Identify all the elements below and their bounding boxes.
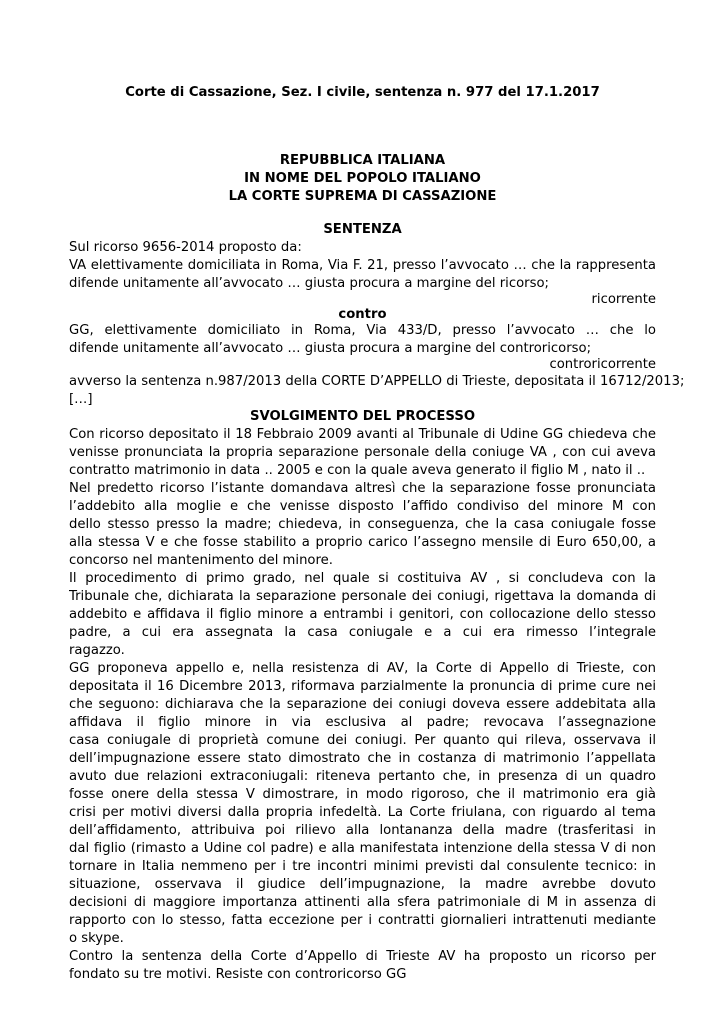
body-line: contratto matrimonio in data .. 2005 e con la quale aveva generato il figlio M , nato il .. [69, 463, 646, 478]
controricorrente-address-line: GG, elettivamente domiciliato in Roma, Via 433/D, presso l’avvocato … che lo [69, 323, 656, 338]
body-line: dello stesso presso la madre; chiedeva, in conseguenza, che la casa coniugale fosse [69, 517, 656, 532]
body-line: venisse pronunciata la propria separazione personale della coniuge VA , con cui aveva [69, 445, 656, 460]
body-line: Nel predetto ricorso l’istante domandava altresì che la separazione fosse pronunciata [69, 481, 656, 496]
controricorrente-label: controricorrente [549, 357, 656, 372]
body-line: concorso nel mantenimento del minore. [69, 553, 333, 568]
controricorrente-procura-line: difende unitamente all’avvocato … giusta procura a margine del controricorso; [69, 341, 592, 356]
body-line: Il procedimento di primo grado, nel quale si costituiva AV , si concludeva con la [69, 571, 656, 586]
ricorrente-label: ricorrente [591, 292, 656, 307]
sentenza-title: SENTENZA [323, 222, 402, 237]
body-line: situazione, osservava il giudice dell’impugnazione, la madre avrebbe dovuto [69, 877, 656, 892]
body-line: o skype. [69, 931, 124, 946]
body-line: fondato su tre motivi. Resiste con controricorso GG [69, 967, 407, 982]
body-line: GG proponeva appello e, nella resistenza di AV, la Corte di Appello di Trieste, con [69, 661, 656, 676]
omission-mark: […] [69, 392, 93, 407]
heading-republic: REPUBBLICA ITALIANA [279, 153, 446, 168]
body-line: dell’affidamento, attribuiva poi rilievo alla lontananza della madre (trasferitasi in [69, 823, 656, 838]
body-line: l’addebito alla moglie e che venisse disposto l’affido condiviso del minore M con [69, 499, 656, 514]
avverso-line: avverso la sentenza n.987/2013 della CORTE D’APPELLO di Trieste, depositata il 16712/2013; [69, 374, 685, 389]
body-line: avuto due relazioni extraconiugali: riteneva pertanto che, in presenza di un quadro [69, 769, 656, 784]
body-line: rapporto con lo stesso, fatta eccezione per i contratti giornalieri intrattenuti mediante [69, 913, 656, 928]
heading-court: LA CORTE SUPREMA DI CASSAZIONE [228, 189, 497, 204]
body-line: ragazzo. [69, 643, 125, 658]
body-line: casa coniugale di proprietà comune dei coniugi. Per quanto qui rileva, osservava il [69, 733, 656, 748]
body-line: Con ricorso depositato il 18 Febbraio 2009 avanti al Tribunale di Udine GG chiedeva che [69, 427, 656, 442]
body-line: depositata il 16 Dicembre 2013, riformava parzialmente la pronuncia di prime cure nei [69, 679, 656, 694]
body-line: tornare in Italia nemmeno per i tre incontri minimi previsti dal consulente tecnico: in [69, 859, 656, 874]
ricorso-line: Sul ricorso 9656-2014 proposto da: [69, 240, 302, 255]
body-line: Contro la sentenza della Corte d’Appello di Trieste AV ha proposto un ricorso per [69, 949, 656, 964]
body-line: che seguono: dichiarava che la separazione dei coniugi doveva essere addebitata alla [69, 697, 656, 712]
heading-people: IN NOME DEL POPOLO ITALIANO [244, 171, 481, 186]
ricorrente-address-line: VA elettivamente domiciliata in Roma, Via F. 21, presso l’avvocato … che la rappresenta [69, 258, 656, 273]
body-line: fosse onere della stessa V dimostrare, in modo rigoroso, che il matrimonio era già [69, 787, 656, 802]
body-line: dell’impugnazione essere stato dimostrato che in costanza di matrimonio l’appellata [69, 751, 656, 766]
body-line: padre, a cui era assegnata la casa coniugale e a cui era rimesso l’integrale [69, 625, 656, 640]
body-line: Tribunale che, dichiarata la separazione personale dei coniugi, rigettava la domanda di [69, 589, 656, 604]
section-title: SVOLGIMENTO DEL PROCESSO [249, 409, 476, 424]
body-line: dal figlio (rimasto a Udine col padre) e alla manifestata intenzione della stessa V di non [69, 841, 656, 856]
ricorrente-procura-line: difende unitamente all’avvocato … giusta procura a margine del ricorso; [69, 276, 549, 291]
body-line: alla stessa V e che fosse stabilito a proprio carico l’assegno mensile di Euro 650,00, a [69, 535, 656, 550]
body-line: crisi per motivi diversi dalla propria infedeltà. La Corte friulana, con riguardo al tema [69, 805, 656, 820]
body-line: decisioni di maggiore importanza attinenti alla sfera patrimoniale di M in assenza di [69, 895, 656, 910]
body-line: addebito e affidava il figlio minore a entrambi i genitori, con collocazione dello stesso [69, 607, 656, 622]
body-line: affidava il figlio minore in via esclusiva al padre; revocava l’assegnazione [69, 715, 656, 730]
contro-label: contro [338, 307, 387, 322]
document-citation: Corte di Cassazione, Sez. I civile, sentenza n. 977 del 17.1.2017 [125, 85, 600, 100]
